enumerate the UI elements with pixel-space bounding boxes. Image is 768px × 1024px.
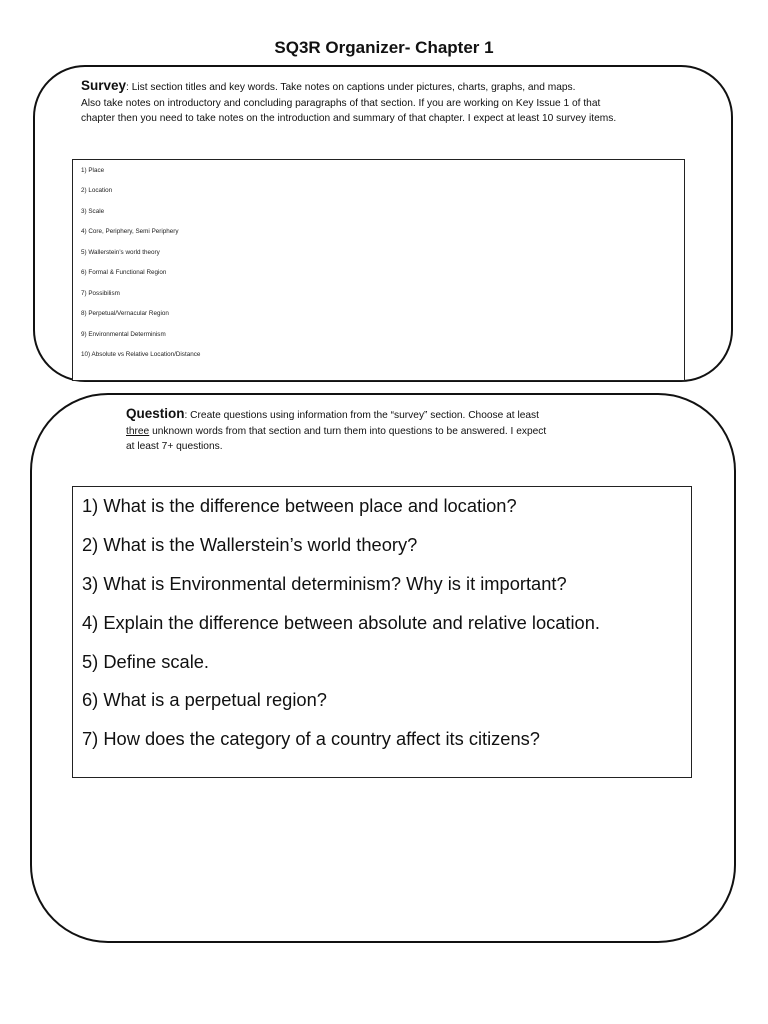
survey-item: 5) Wallerstein’s world theory: [81, 249, 160, 256]
question-instr-line3: at least 7+ questions.: [126, 441, 223, 452]
survey-item: 7) Possibilism: [81, 290, 120, 297]
question-instr-line2: unknown words from that section and turn them into questions to be answered. I expect: [149, 425, 547, 437]
question-instr-line1: : Create questions using information from the “survey” section. Choose at least: [184, 410, 539, 421]
question-instr-underlined: three: [126, 425, 150, 437]
survey-item: 9) Environmental Determinism: [81, 331, 166, 338]
survey-instr-line1: : List section titles and key words. Take notes on captions under pictures, charts, graphs, and maps.: [126, 82, 576, 93]
survey-item: 3) Scale: [81, 208, 105, 215]
question-item: 4) Explain the difference between absolute and relative location.: [82, 612, 600, 633]
question-items-box: [72, 486, 692, 778]
question-item: 2) What is the Wallerstein’s world theory?: [82, 534, 418, 555]
survey-items-box: [72, 159, 685, 381]
survey-item: 10) Absolute vs Relative Location/Distance: [81, 351, 201, 358]
survey-item: 1) Place: [81, 167, 105, 174]
survey-item: 6) Formal & Functional Region: [81, 269, 167, 276]
question-heading: Question: [126, 406, 185, 421]
question-item: 5) Define scale.: [82, 651, 210, 672]
page-title: SQ3R Organizer- Chapter 1: [274, 38, 494, 57]
question-item: 6) What is a perpetual region?: [82, 689, 327, 710]
survey-item: 8) Perpetual/Vernacular Region: [81, 310, 169, 317]
survey-item: 2) Location: [81, 187, 113, 194]
question-instructions: [126, 406, 626, 455]
question-item: 7) How does the category of a country affect its citizens?: [82, 728, 540, 749]
question-item: 3) What is Environmental determinism? Why is it important?: [82, 573, 567, 594]
survey-heading: Survey: [81, 78, 127, 93]
survey-instr-line3: chapter then you need to take notes on the introduction and summary of that chapter. I expect at least 10 survey items.: [81, 113, 617, 124]
question-item: 1) What is the difference between place and location?: [82, 495, 517, 516]
survey-instr-line2: Also take notes on introductory and concluding paragraphs of that section. If you are working on Key Issue 1 of that: [81, 97, 601, 109]
survey-instructions: [81, 78, 711, 127]
survey-item: 4) Core, Periphery, Semi Periphery: [81, 228, 179, 235]
